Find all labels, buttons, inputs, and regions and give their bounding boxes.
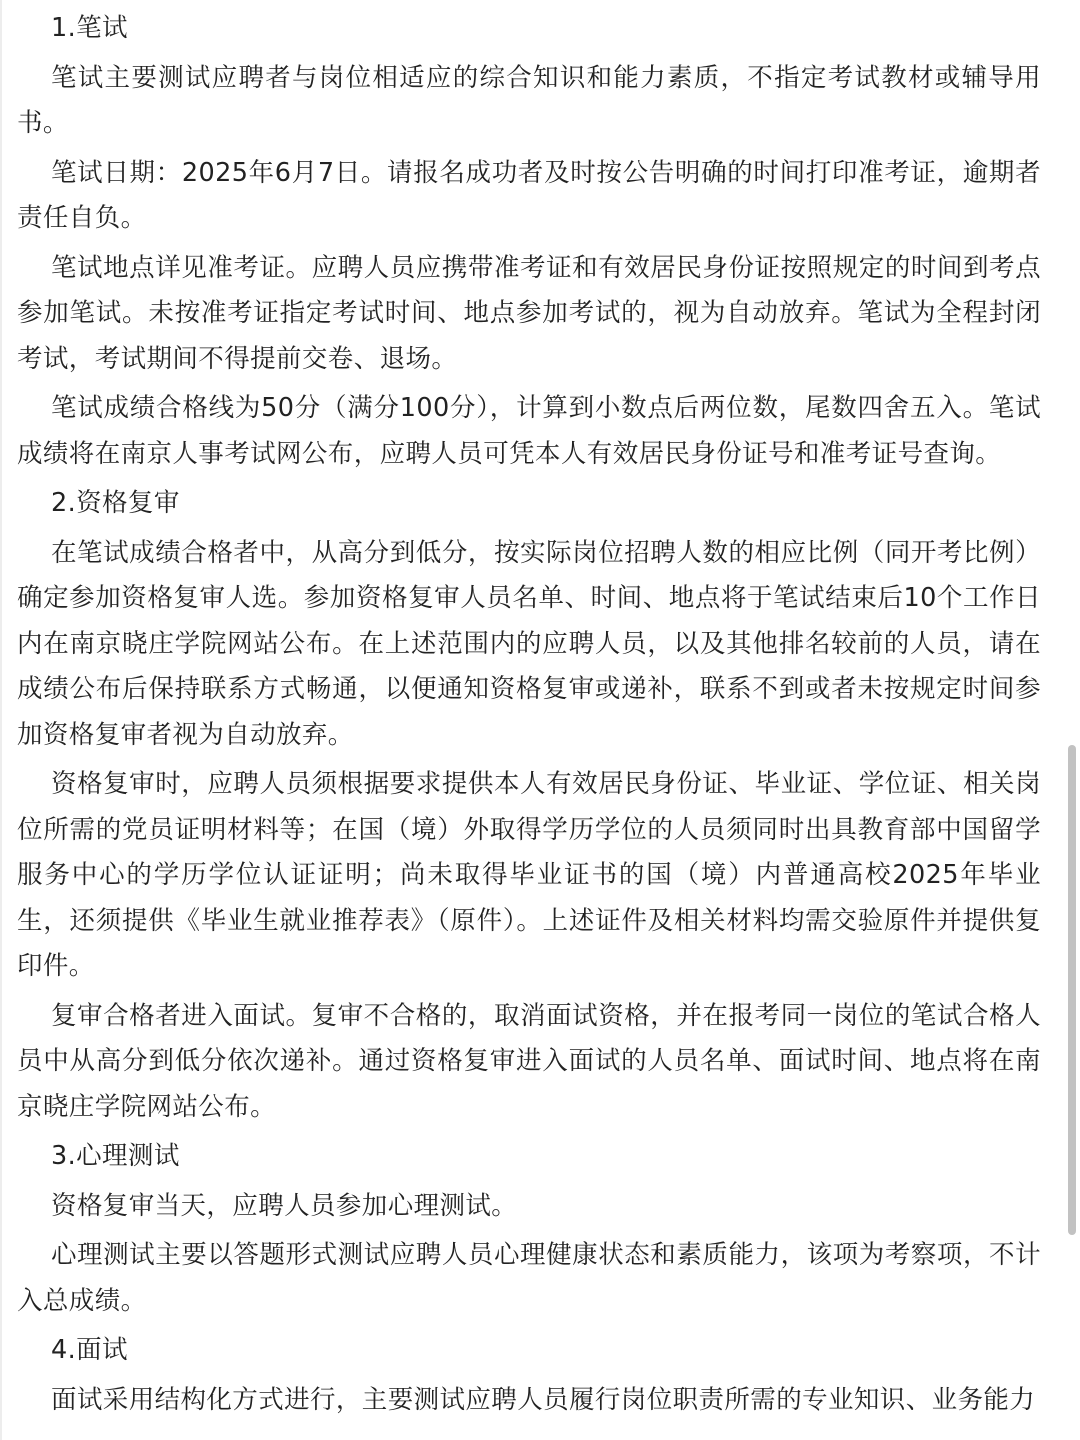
section-heading-qualification-review: 2.资格复审 xyxy=(51,488,180,518)
scrollbar-thumb[interactable] xyxy=(1068,745,1076,1235)
paragraph-review-result: 复审合格者进入面试。复审不合格的，取消面试资格，并在报考同一岗位的笔试合格人员中从高分到低分依次递补。通过资格复审进入面试的人员名单、面试时间、地点将在南京晓庄学院网站公布。 xyxy=(17,1000,1041,1122)
paragraph-written-exam-score: 笔试成绩合格线为50分（满分100分），计算到小数点后两位数，尾数四舍五入。笔试成绩将在南京人事考试网公布，应聘人员可凭本人有效居民身份证号和准考证号查询。 xyxy=(17,393,1041,469)
paragraph-psych-test-day: 资格复审当天，应聘人员参加心理测试。 xyxy=(51,1190,518,1221)
vertical-scrollbar[interactable] xyxy=(1066,0,1080,1440)
paragraph-review-documents: 资格复审时，应聘人员须根据要求提供本人有效居民身份证、毕业证、学位证、相关岗位所需的党员证明材料等；在国（境）外取得学历学位的人员须同时出具教育部中国留学服务中心的学历学位认证证明；尚未取得毕业证书的国（境）内普通高校2025年毕业生，还须提供《毕业生就业推荐表》（原件）。上述证件及相关材料均需交验原件并提供复印件。 xyxy=(17,769,1041,981)
document-body xyxy=(17,6,1041,1427)
paragraph-written-exam-scope: 笔试主要测试应聘者与岗位相适应的综合知识和能力素质，不指定考试教材或辅导用书。 xyxy=(17,62,1041,138)
paragraph-interview-method: 面试采用结构化方式进行，主要测试应聘人员履行岗位职责所需的专业知识、业务能力 xyxy=(51,1384,1036,1415)
paragraph-written-exam-date: 笔试日期：2025年6月7日。请报名成功者及时按公告明确的时间打印准考证，逾期者责任自负。 xyxy=(17,157,1041,233)
section-heading-psych-test: 3.心理测试 xyxy=(51,1141,180,1171)
paragraph-psych-test-content: 心理测试主要以答题形式测试应聘人员心理健康状态和素质能力，该项为考察项，不计入总成绩。 xyxy=(17,1240,1041,1316)
section-heading-interview: 4.面试 xyxy=(51,1335,128,1365)
page-left-border xyxy=(0,0,2,1440)
paragraph-review-selection: 在笔试成绩合格者中，从高分到低分，按实际岗位招聘人数的相应比例（同开考比例）确定参加资格复审人选。参加资格复审人员名单、时间、地点将于笔试结束后10个工作日内在南京晓庄学院网站公布。在上述范围内的应聘人员，以及其他排名较前的人员，请在成绩公布后保持联系方式畅通，以便通知资格复审或递补，联系不到或者未按规定时间参加资格复审者视为自动放弃。 xyxy=(17,537,1041,750)
paragraph-written-exam-location: 笔试地点详见准考证。应聘人员应携带准考证和有效居民身份证按照规定的时间到考点参加笔试。未按准考证指定考试时间、地点参加考试的，视为自动放弃。笔试为全程封闭考试，考试期间不得提前交卷、退场。 xyxy=(17,252,1041,374)
section-heading-written-exam: 1.笔试 xyxy=(51,13,128,43)
